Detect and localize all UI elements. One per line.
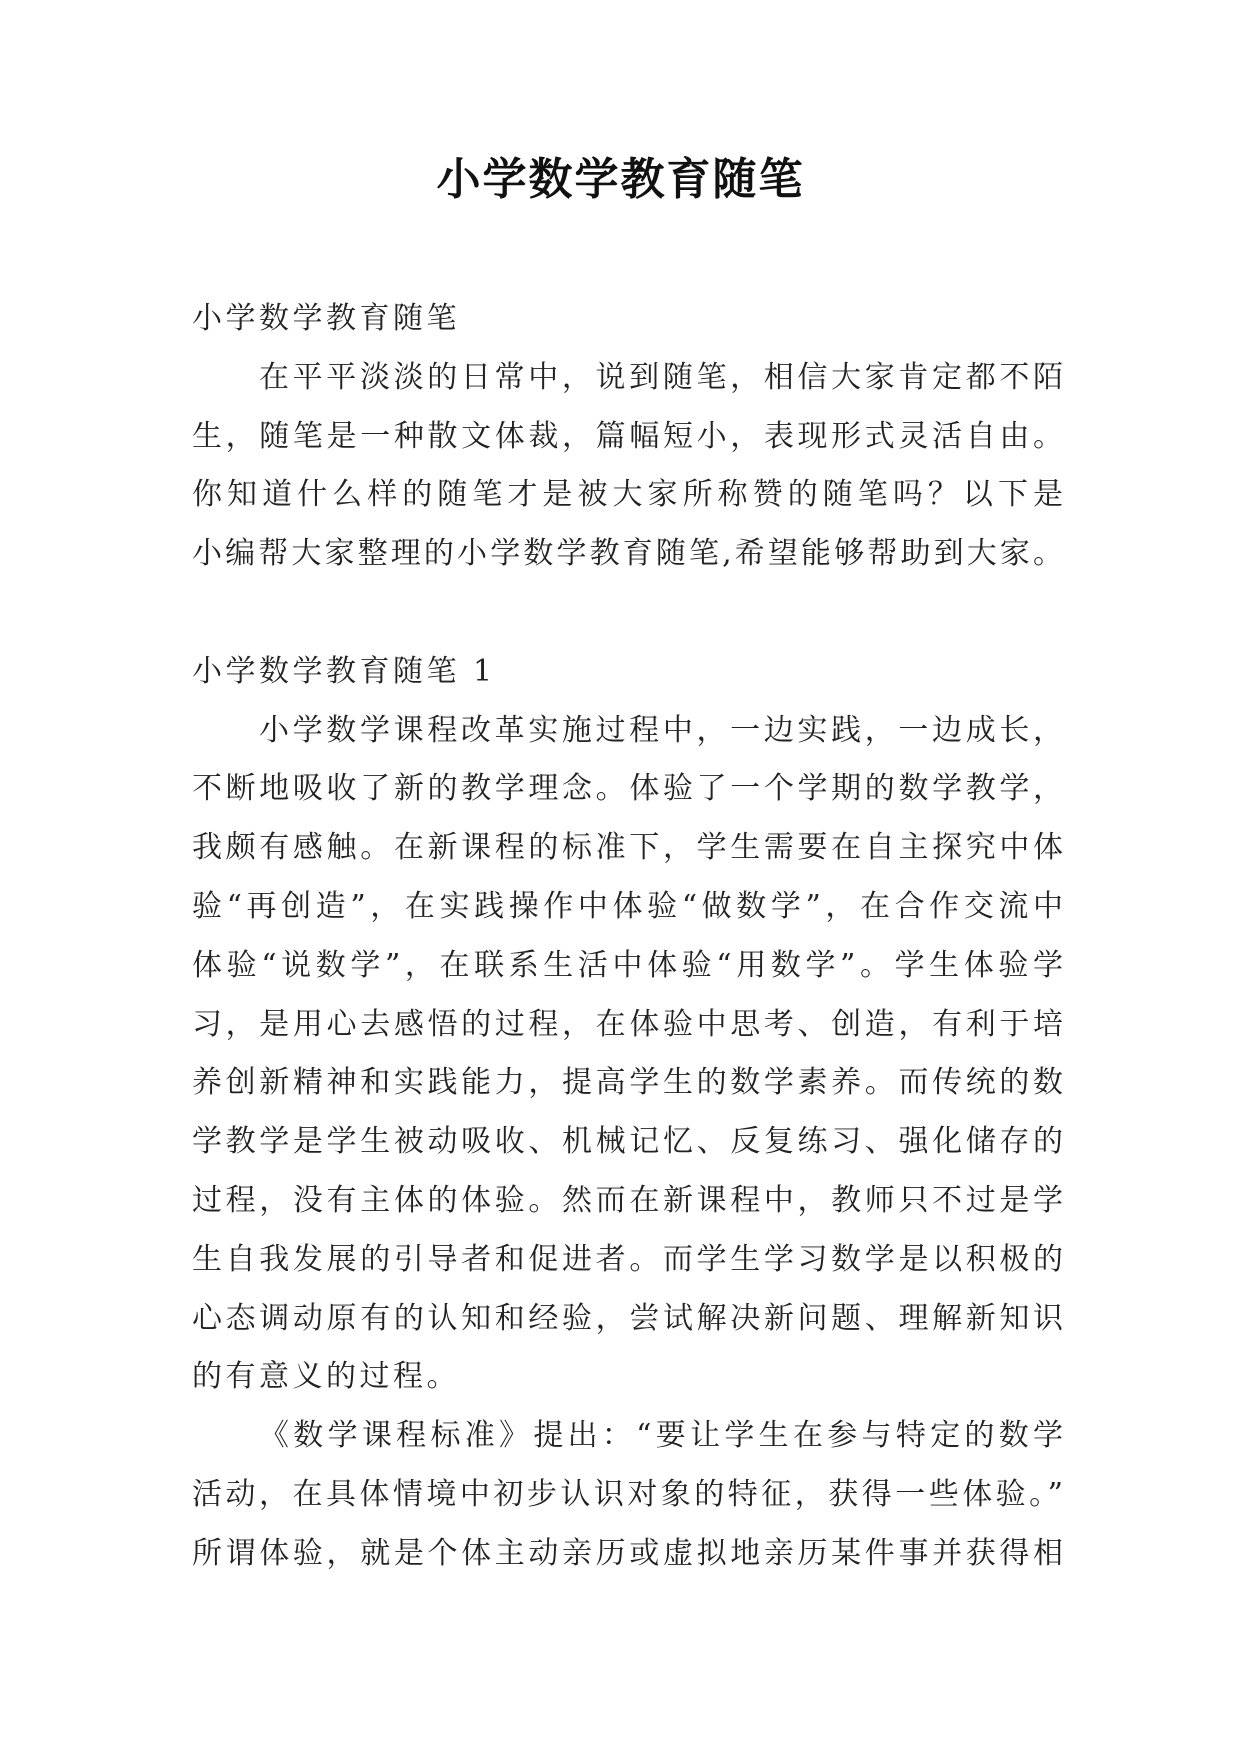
text-line: 活动，在具体情境中初步认识对象的特征，获得一些体验。” [192, 1476, 1063, 1512]
paragraph [192, 349, 1063, 584]
paragraph [192, 702, 1063, 1408]
text-line: 在平平淡淡的日常中，说到随笔，相信大家肯定都不陌 [259, 359, 1063, 395]
text-line: 养创新精神和实践能力，提高学生的数学素养。而传统的数 [192, 1065, 1063, 1101]
text-line: 学教学是学生被动吸收、机械记忆、反复练习、强化储存的 [192, 1124, 1063, 1160]
blank-line [192, 584, 1063, 643]
text-line: 心态调动原有的认知和经验，尝试解决新问题、理解新知识 [192, 1300, 1063, 1336]
text-line: 习，是用心去感悟的过程，在体验中思考、创造，有利于培 [192, 1006, 1063, 1042]
document-title: 小学数学教育随笔 [436, 154, 805, 205]
text-line: 不断地吸收了新的教学理念。体验了一个学期的数学教学， [192, 771, 1063, 807]
text-line: 体验“说数学”，在联系生活中体验“用数学”。学生体验学 [192, 947, 1063, 983]
paragraph [192, 1407, 1063, 1583]
text-line: 我颇有感触。在新课程的标准下，学生需要在自主探究中体 [192, 830, 1063, 866]
document-body [192, 290, 1063, 1584]
text-line: 过程，没有主体的体验。然而在新课程中，教师只不过是学 [192, 1182, 1063, 1218]
text-line: 《数学课程标准》提出：“要让学生在参与特定的数学 [259, 1418, 1063, 1454]
text-line: 生，随笔是一种散文体裁，篇幅短小，表现形式灵活自由。 [192, 418, 1063, 454]
text-line: 你知道什么样的随笔才是被大家所称赞的随笔吗？以下是 [192, 477, 1063, 513]
text-line: 生自我发展的引导者和促进者。而学生学习数学是以积极的 [192, 1241, 1063, 1277]
text-line: 验“再创造”，在实践操作中体验“做数学”，在合作交流中 [192, 888, 1063, 924]
section-heading: 小学数学教育随笔 1 [192, 653, 496, 689]
text-line: 的有意义的过程。 [192, 1359, 460, 1395]
section-heading: 小学数学教育随笔 [192, 301, 460, 336]
text-line: 小编帮大家整理的小学数学教育随笔,希望能够帮助到大家。 [192, 536, 1063, 572]
text-line: 小学数学课程改革实施过程中，一边实践，一边成长， [259, 712, 1063, 748]
text-line: 所谓体验，就是个体主动亲历或虚拟地亲历某件事并获得相 [192, 1535, 1063, 1571]
